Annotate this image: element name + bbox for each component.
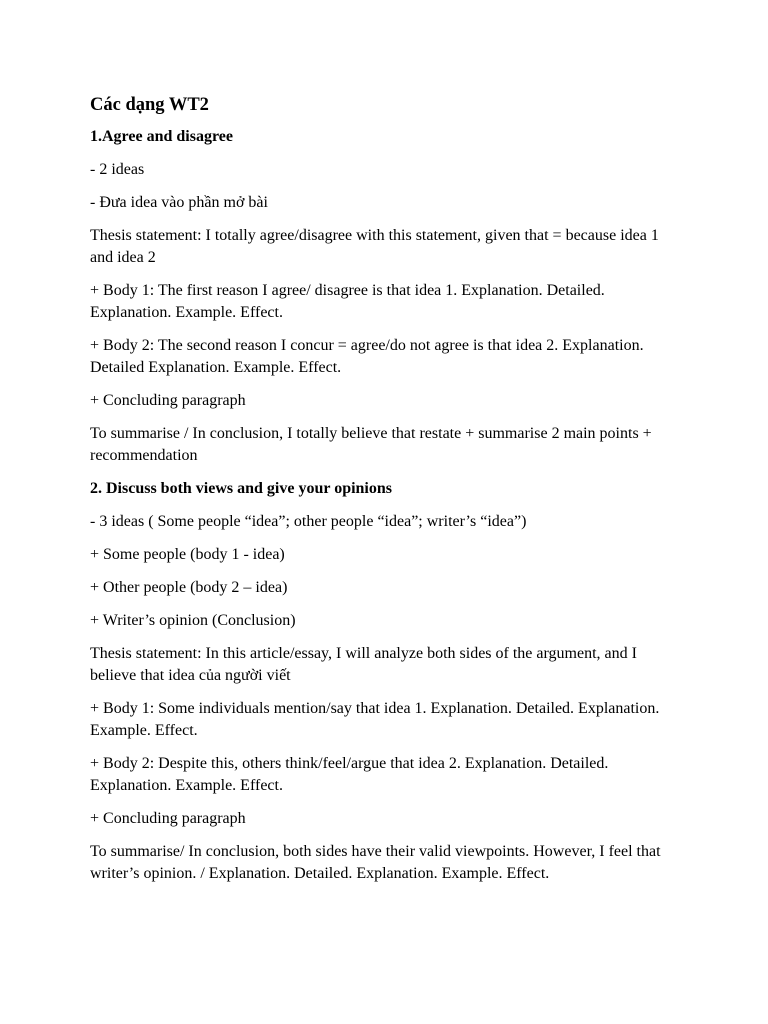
section-2-body-1: + Body 1: Some individuals mention/say that idea 1. Explanation. Detailed. Explanation. Example. Effect. [90, 700, 660, 739]
document-page [90, 92, 680, 896]
section-1-line: - Đưa idea vào phần mở bài [90, 194, 268, 211]
section-2-heading: 2. Discuss both views and give your opinions [90, 480, 392, 497]
section-2-line: + Some people (body 1 - idea) [90, 546, 285, 563]
section-1-body-2: + Body 2: The second reason I concur = agree/do not agree is that idea 2. Explanation. Detailed Explanation. Example. Effect. [90, 337, 644, 376]
section-1-heading: 1.Agree and disagree [90, 128, 233, 145]
section-1-thesis: Thesis statement: I totally agree/disagree with this statement, given that = because idea 1 and idea 2 [90, 227, 659, 266]
section-2-line: + Other people (body 2 – idea) [90, 579, 288, 596]
section-2-concluding-label: + Concluding paragraph [90, 810, 246, 827]
section-2-body-2: + Body 2: Despite this, others think/feel/argue that idea 2. Explanation. Detailed. Explanation. Example. Effect. [90, 755, 609, 794]
section-2-conclusion: To summarise/ In conclusion, both sides have their valid viewpoints. However, I feel that writer’s opinion. / Explanation. Detailed. Explanation. Example. Effect. [90, 843, 661, 882]
section-1-concluding-label: + Concluding paragraph [90, 392, 246, 409]
section-2-thesis: Thesis statement: In this article/essay, I will analyze both sides of the argument, and I believe that idea của người viết [90, 645, 637, 684]
section-2-line: - 3 ideas ( Some people “idea”; other people “idea”; writer’s “idea”) [90, 513, 527, 530]
section-1-line: - 2 ideas [90, 161, 145, 178]
section-1-conclusion: To summarise / In conclusion, I totally believe that restate + summarise 2 main points + recommendation [90, 425, 652, 464]
document-title: Các dạng WT2 [90, 95, 209, 115]
section-2-line: + Writer’s opinion (Conclusion) [90, 612, 296, 629]
section-1-body-1: + Body 1: The first reason I agree/ disagree is that idea 1. Explanation. Detailed. Explanation. Example. Effect. [90, 282, 605, 321]
